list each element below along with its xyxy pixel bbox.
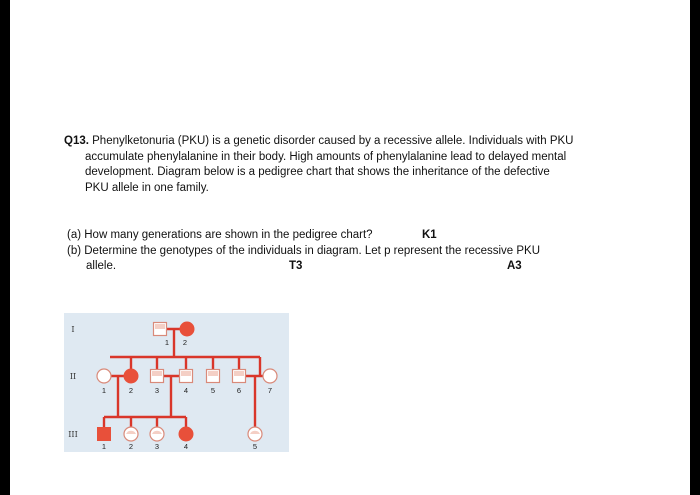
question-number: Q13. [64,135,89,147]
question-text [64,134,634,196]
label-II-3: 3 [154,386,160,395]
individual-I-2 [180,322,194,336]
question-line-4: PKU allele in one family. [85,181,209,194]
part-b-text: (b) Determine the genotypes of the individuals in diagram. Let p represent the recessive PKU [67,244,541,257]
question-line-1: Q13. Phenylketonuria (PKU) is a genetic disorder caused by a recessive allele. Individuals with PKU [64,135,574,147]
question-parts [67,228,627,275]
part-b-cont-text: allele. [86,260,117,273]
label-III-3: 3 [154,442,160,451]
part-a-text: (a) How many generations are shown in the pedigree chart? [67,229,373,241]
individual-II-7 [263,369,277,383]
question-line-3: development. Diagram below is a pedigree chart that shows the inheritance of the defective [85,166,550,179]
individual-III-1 [98,428,111,441]
individual-III-4 [179,427,193,441]
individual-II-2 [124,369,138,383]
individual-II-6-shade [234,371,244,376]
label-III-4: 4 [183,442,189,451]
label-II-4: 4 [183,386,189,395]
individual-II-1 [97,369,111,383]
part-b-continuation [67,259,627,275]
individual-II-5-shade [208,371,218,376]
right-black-bar [690,0,700,495]
pedigree-svg [64,313,289,452]
generation-label-2: II [69,372,77,381]
label-II-6: 6 [236,386,242,395]
question-line-2: accumulate phenylalanine in their body. High amounts of phenylalanine lead to delayed mental [85,150,567,163]
mark-k1: K1 [422,229,437,241]
individual-I-1-shade [155,324,165,329]
label-II-1: 1 [101,386,107,395]
generation-label-3: III [68,430,78,439]
generation-label-1: I [71,325,75,334]
mark-a3: A3 [507,260,522,273]
individual-II-4-shade [181,371,191,376]
label-III-2: 2 [128,442,134,451]
label-I-1: 1 [164,338,170,347]
part-b [67,244,627,260]
label-II-7: 7 [267,386,273,395]
label-II-5: 5 [210,386,216,395]
label-I-2: 2 [182,338,188,347]
part-a [67,228,627,244]
individual-II-3-shade [152,371,162,376]
mark-t3: T3 [289,260,303,273]
left-black-bar [0,0,10,495]
pedigree-chart [64,313,289,452]
label-III-1: 1 [101,442,107,451]
label-III-5: 5 [252,442,258,451]
label-II-2: 2 [128,386,134,395]
